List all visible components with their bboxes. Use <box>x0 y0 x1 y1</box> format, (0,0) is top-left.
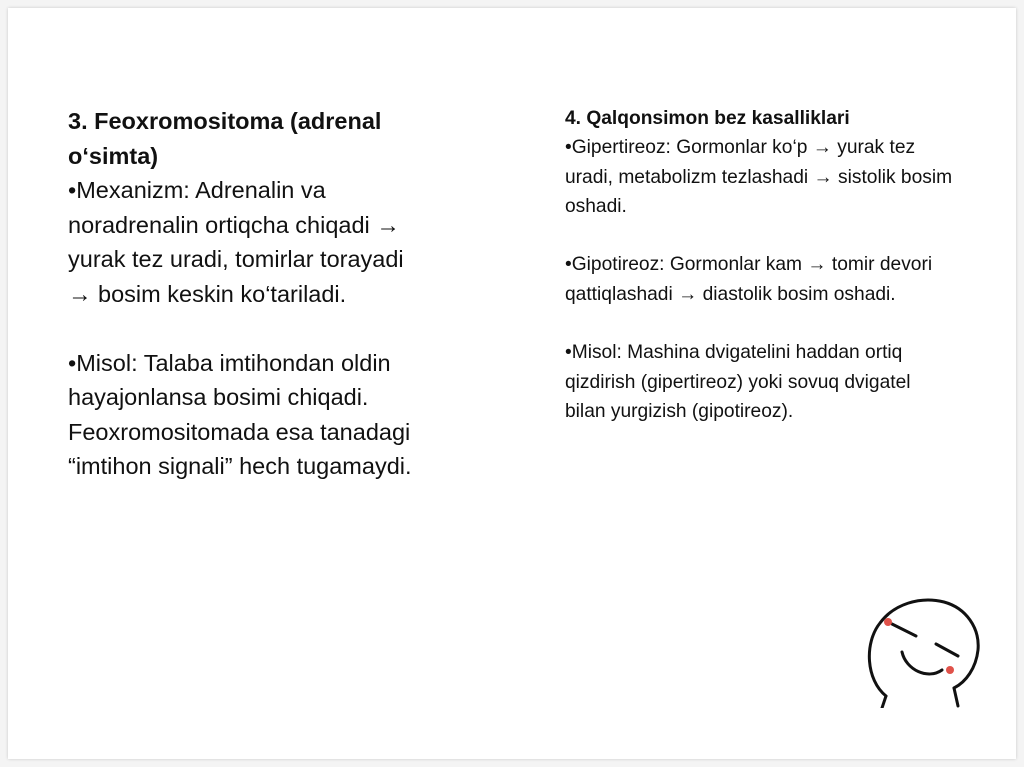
left-column <box>68 104 428 484</box>
right-example-text: •Misol: Mashina dvigatelini haddan ortiq qizdirish (gipertireoz) yoki sovuq dvigatel bilan yurgizish (gipotireoz). <box>565 342 911 422</box>
slide <box>8 8 1016 759</box>
left-mechanism-text: •Mexanizm: Adrenalin va noradrenalin ortiqcha chiqadi → yurak tez uradi, tomirlar torayadi → bosim keskin ko‘tariladi. <box>68 177 404 307</box>
right-column <box>565 104 955 426</box>
left-heading: 3. Feoxromositoma (adrenal o‘simta) <box>68 108 382 169</box>
smiling-face-icon <box>858 588 988 708</box>
paragraph-gap <box>68 311 428 346</box>
right-hypothyroid-text: •Gipotireoz: Gormonlar kam → tomir devori qattiqlashadi → diastolik bosim oshadi. <box>565 254 933 305</box>
paragraph-gap <box>565 221 955 250</box>
paragraph-gap <box>565 309 955 338</box>
left-example-text: •Misol: Talaba imtihondan oldin hayajonlansa bosimi chiqadi. Feoxromositomada esa tanadagi “imtihon signali” hech tugamaydi. <box>68 349 412 479</box>
right-heading: 4. Qalqonsimon bez kasalliklari <box>565 108 850 129</box>
right-hyperthyroid-text: •Gipertireoz: Gormonlar ko‘p → yurak tez uradi, metabolizm tezlashadi → sistolik bosim oshadi. <box>565 137 953 217</box>
